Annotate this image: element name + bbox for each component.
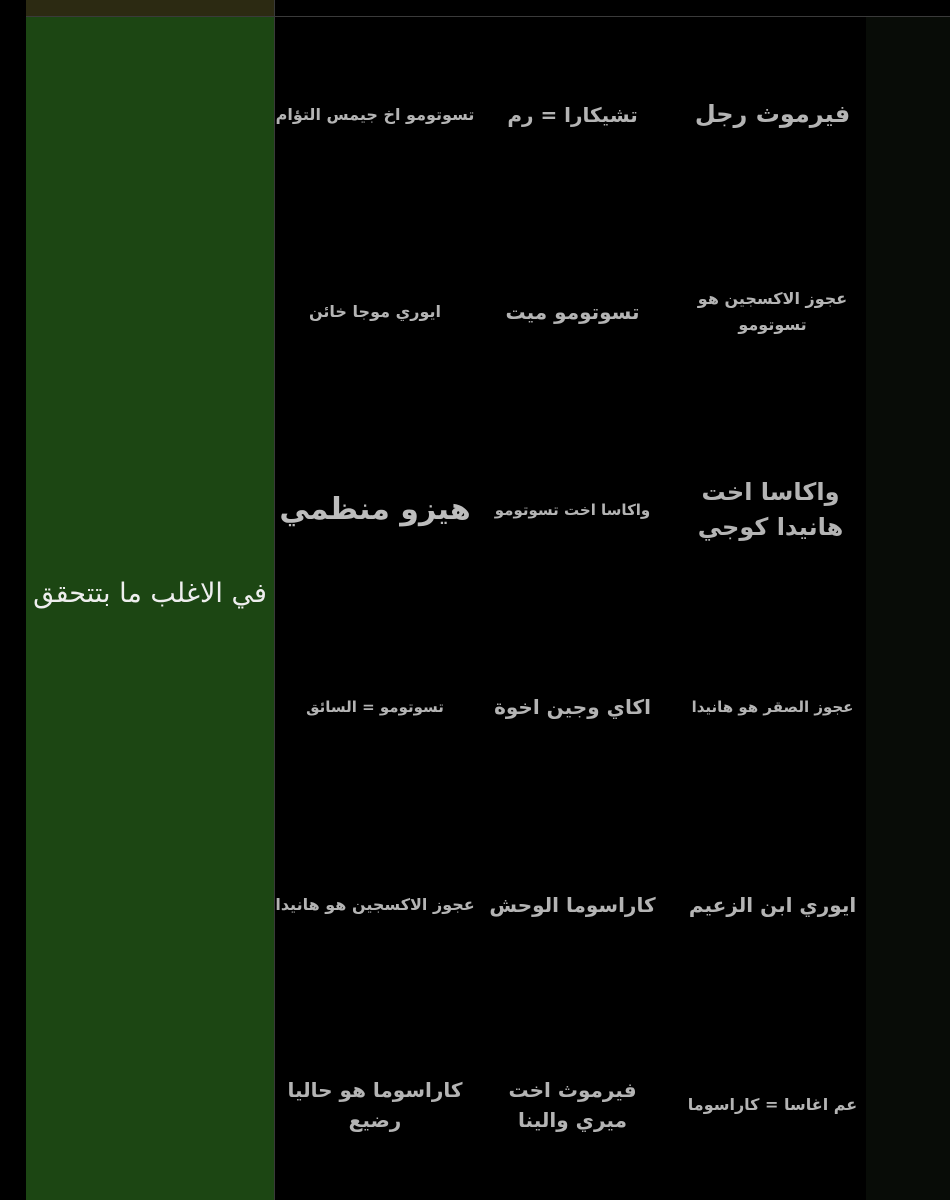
grid-cell: تشيكارا = رم xyxy=(507,102,638,127)
grid-cell: ايوري ابن الزعيم xyxy=(688,892,857,917)
grid-cell: عجوز الاكسجين هو هانيدا xyxy=(275,894,475,914)
header-row xyxy=(275,0,950,17)
category-label: في الاغلب ما بتتحقق xyxy=(33,577,267,609)
category-cell xyxy=(26,17,274,1200)
grid-cell: واكاسا اخت تسوتومو xyxy=(494,501,651,519)
header-cell-left xyxy=(26,0,274,17)
grid-cell: تسوتومو ميت xyxy=(505,299,640,324)
grid-cell: كاراسوما هو حاليا رضيع xyxy=(287,1077,463,1132)
right-edge-strip xyxy=(866,17,950,1200)
grid-cell: واكاسا اخت هانيدا كوجي xyxy=(697,478,844,541)
grid-cell: عجوز الاكسجين هو تسوتومو xyxy=(697,288,848,334)
grid-cell: تسوتومو اخ جيمس التؤام xyxy=(275,104,475,124)
predictions-grid xyxy=(275,17,865,1200)
grid-cell: فيرموث اخت ميري والينا xyxy=(508,1077,637,1132)
grid-cell: فيرموث رجل xyxy=(694,100,851,129)
grid-cell: ايوري موجا خائن xyxy=(309,301,441,321)
grid-cell: تسوتومو = السائق xyxy=(306,697,444,716)
left-edge-strip xyxy=(0,0,27,1200)
grid-cell: عجوز الصقر هو هانيدا xyxy=(691,697,854,716)
grid-cell: هيزو منظمي xyxy=(279,492,471,527)
grid-cell: عم اغاسا = كاراسوما xyxy=(687,1094,858,1114)
grid-cell: كاراسوما الوحش xyxy=(489,892,656,917)
grid-cell: اكاي وجين اخوة xyxy=(494,694,651,719)
